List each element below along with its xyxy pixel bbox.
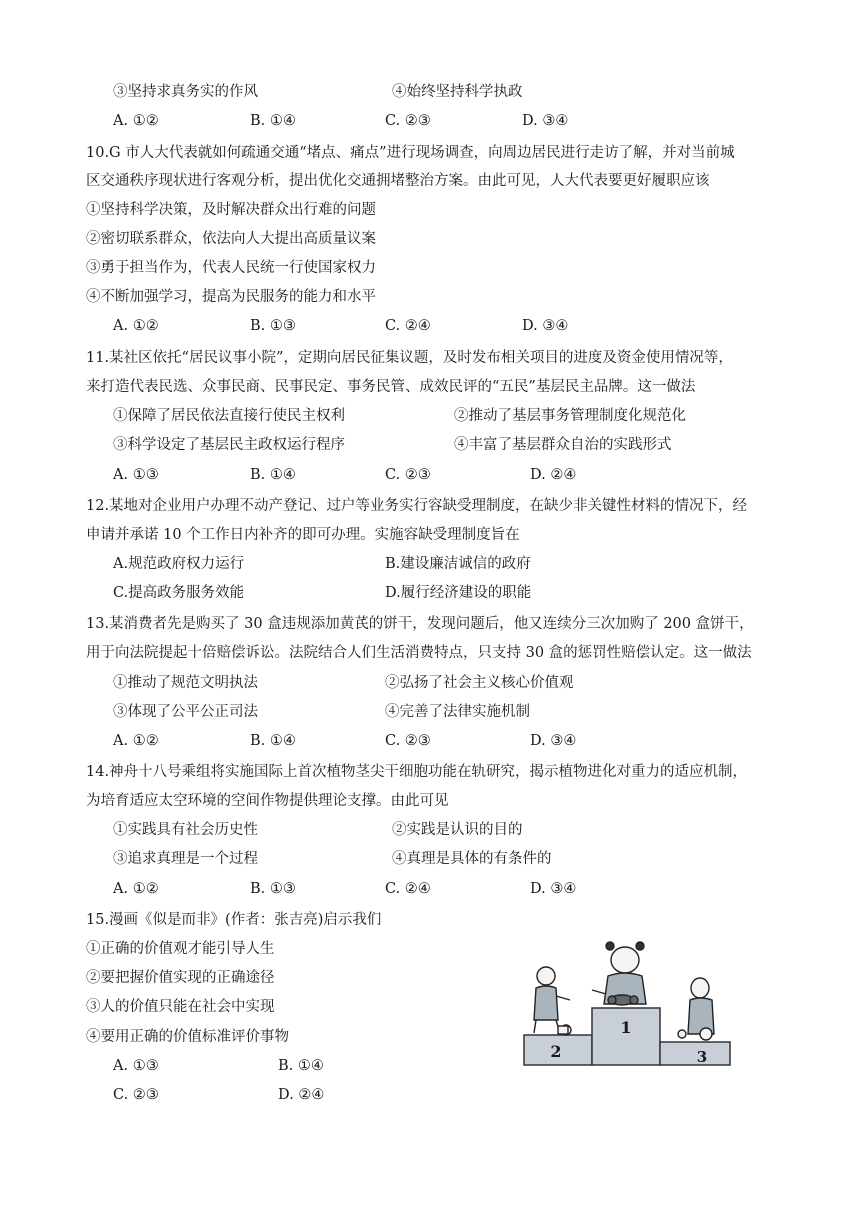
- podium-number-1: 1: [620, 1018, 632, 1037]
- q13-stem-line-2: 用于向法院提起十倍赔偿诉讼。法院结合人们生活消费特点，只支持 30 盒的惩罚性赔偿认定。这一做法: [86, 645, 752, 661]
- q10-item-2: ②密切联系群众，依法向人大提出高质量议案: [86, 231, 376, 247]
- q14-choice-b[interactable]: B. ①③: [250, 881, 296, 897]
- q11-item-2: ②推动了基层事务管理制度化规范化: [454, 408, 686, 424]
- podium-number-3: 3: [696, 1048, 708, 1066]
- q10-item-4: ④不断加强学习，提高为民服务的能力和水平: [86, 289, 376, 305]
- q12-choice-a[interactable]: A.规范政府权力运行: [113, 556, 245, 572]
- q11-item-3: ③科学设定了基层民主政权运行程序: [113, 437, 345, 453]
- figure-second-place: [534, 967, 571, 1035]
- q13-choice-c[interactable]: C. ②③: [385, 733, 431, 749]
- q13-item-2: ②弘扬了社会主义核心价值观: [385, 675, 574, 691]
- q15-choice-b[interactable]: B. ①④: [278, 1058, 324, 1074]
- q14-item-3: ③追求真理是一个过程: [113, 851, 258, 867]
- q14-choice-c[interactable]: C. ②④: [385, 881, 431, 897]
- q10-choice-b[interactable]: B. ①③: [250, 318, 296, 334]
- q12-choice-c[interactable]: C.提高政务服务效能: [113, 585, 245, 601]
- q14-choice-a[interactable]: A. ①②: [113, 881, 159, 897]
- q10-item-3: ③勇于担当作为，代表人民统一行使国家权力: [86, 260, 376, 276]
- q13-choice-b[interactable]: B. ①④: [250, 733, 296, 749]
- q15-item-3: ③人的价值只能在社会中实现: [86, 999, 275, 1015]
- q14-stem-line-2: 为培育适应太空环境的空间作物提供理论支撑。由此可见: [86, 793, 449, 809]
- q11-choice-b[interactable]: B. ①④: [250, 467, 296, 483]
- q15-choice-c[interactable]: C. ②③: [113, 1087, 159, 1103]
- q9-item-3: ③坚持求真务实的作风: [113, 84, 258, 100]
- q10-stem-line-2: 区交通秩序现状进行客观分析，提出优化交通拥堵整治方案。由此可见，人大代表要更好履职应该: [86, 173, 710, 189]
- q9-choice-b[interactable]: B. ①④: [250, 113, 296, 129]
- q10-choice-c[interactable]: C. ②④: [385, 318, 431, 334]
- figure-first-place: [592, 942, 646, 1005]
- cartoon-svg: [522, 938, 734, 1070]
- q13-item-3: ③体现了公平公正司法: [113, 704, 258, 720]
- q9-choice-d[interactable]: D. ③④: [522, 113, 569, 129]
- podium-third-block: [660, 1042, 730, 1065]
- q10-choice-a[interactable]: A. ①②: [113, 318, 159, 334]
- q11-stem-line-1: 11.某社区依托“居民议事小院”，定期向居民征集议题，及时发布相关项目的进度及资金使用情况等，: [86, 350, 733, 366]
- q12-stem-line-1: 12.某地对企业用户办理不动产登记、过户等业务实行容缺受理制度，在缺少非关键性材料的情况下，经: [86, 498, 748, 514]
- q11-choice-a[interactable]: A. ①③: [113, 467, 159, 483]
- q13-choice-a[interactable]: A. ①②: [113, 733, 159, 749]
- q11-choice-d[interactable]: D. ②④: [530, 467, 577, 483]
- q14-item-2: ②实践是认识的目的: [392, 822, 523, 838]
- q15-item-1: ①正确的价值观才能引导人生: [86, 941, 275, 957]
- q14-item-1: ①实践具有社会历史性: [113, 822, 258, 838]
- podium-cartoon-illustration: [522, 938, 734, 1070]
- q14-choice-d[interactable]: D. ③④: [530, 881, 577, 897]
- q9-choice-c[interactable]: C. ②③: [385, 113, 431, 129]
- q12-choice-d[interactable]: D.履行经济建设的职能: [385, 585, 532, 601]
- q11-choice-c[interactable]: C. ②③: [385, 467, 431, 483]
- q10-item-1: ①坚持科学决策，及时解决群众出行难的问题: [86, 202, 376, 218]
- q11-item-4: ④丰富了基层群众自治的实践形式: [454, 437, 672, 453]
- q13-choice-d[interactable]: D. ③④: [530, 733, 577, 749]
- q14-stem-line-1: 14.神舟十八号乘组将实施国际上首次植物茎尖干细胞功能在轨研究，揭示植物进化对重力的适应机制，: [86, 764, 748, 780]
- q10-choice-d[interactable]: D. ③④: [522, 318, 569, 334]
- q13-item-1: ①推动了规范文明执法: [113, 675, 258, 691]
- q9-item-4: ④始终坚持科学执政: [392, 84, 523, 100]
- podium-number-2: 2: [550, 1042, 562, 1061]
- q12-choice-b[interactable]: B.建设廉洁诚信的政府: [385, 556, 531, 572]
- q15-choice-d[interactable]: D. ②④: [278, 1087, 325, 1103]
- q15-item-2: ②要把握价值实现的正确途径: [86, 970, 275, 986]
- q13-item-4: ④完善了法律实施机制: [385, 704, 530, 720]
- q14-item-4: ④真理是具体的有条件的: [392, 851, 552, 867]
- q15-choice-a[interactable]: A. ①③: [113, 1058, 159, 1074]
- q13-stem-line-1: 13.某消费者先是购买了 30 盒违规添加黄芪的饼干，发现问题后，他又连续分三次加购了 200 盒饼干，: [86, 616, 754, 632]
- q15-item-4: ④要用正确的价值标准评价事物: [86, 1029, 289, 1045]
- q11-item-1: ①保障了居民依法直接行使民主权利: [113, 408, 345, 424]
- q11-stem-line-2: 来打造代表民选、众事民商、民事民定、事务民管、成效民评的“五民”基层民主品牌。这一做法: [86, 379, 696, 395]
- q12-stem-line-2: 申请并承诺 10 个工作日内补齐的即可办理。实施容缺受理制度旨在: [86, 527, 520, 543]
- q10-stem-line-1: 10.G 市人大代表就如何疏通交通“堵点、痛点”进行现场调查，向周边居民进行走访了解，并对当前城: [86, 145, 735, 161]
- q9-choice-a[interactable]: A. ①②: [113, 113, 159, 129]
- q15-stem: 15.漫画《似是而非》(作者：张吉亮)启示我们: [86, 912, 382, 928]
- figure-third-place: [678, 978, 714, 1040]
